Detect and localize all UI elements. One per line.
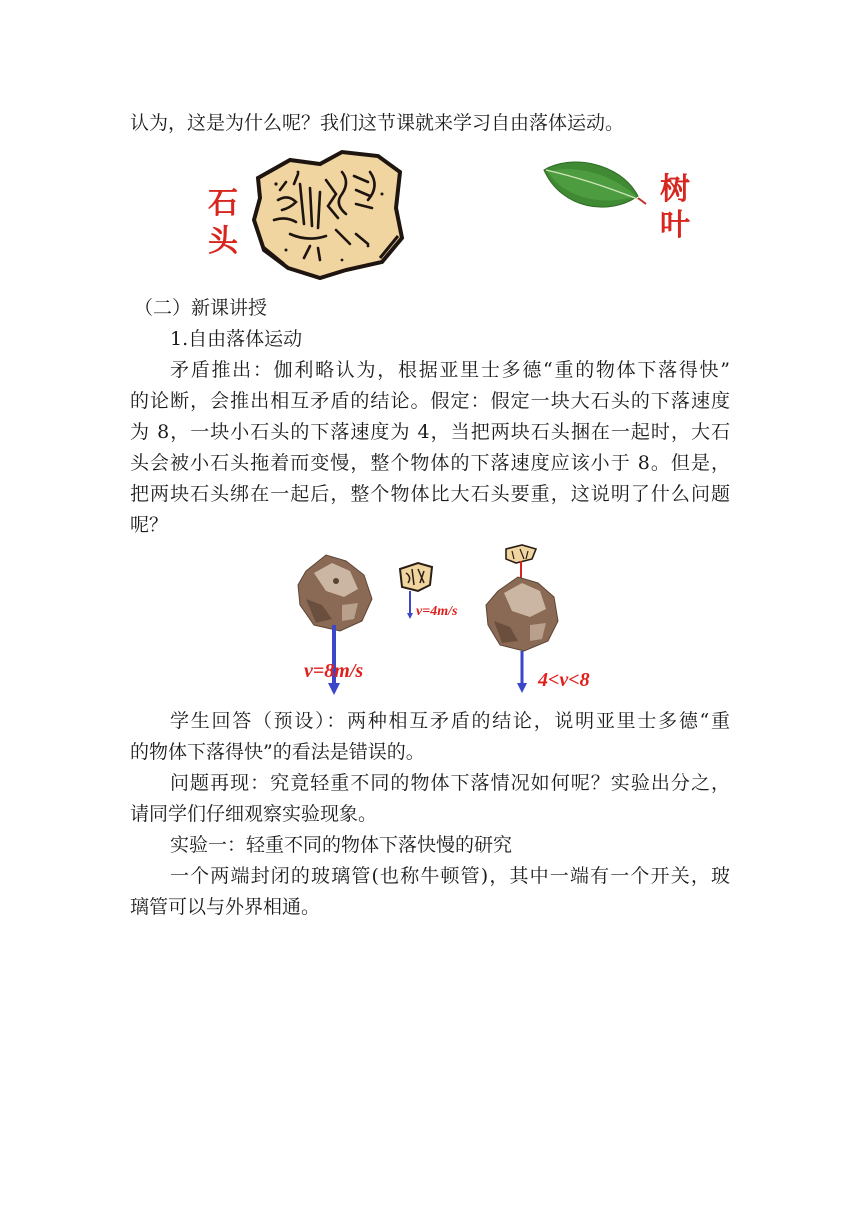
combined-stones-image: [486, 545, 558, 651]
combined-stones-arrow: [517, 651, 527, 693]
leaf-image: [540, 158, 650, 218]
paragraph-line: 头会被小石头拖着而变慢，整个物体的下落速度应该小于 8。但是，: [130, 452, 730, 474]
paragraph-line: 的物体下落得快”的看法是错误的。: [130, 741, 425, 763]
stone-label-1: 石: [208, 186, 238, 221]
paragraph-line: 一个两端封闭的玻璃管(也称牛顿管)，其中一端有一个开关，玻: [170, 865, 730, 887]
paragraph-line: 把两块石头绑在一起后，整个物体比大石头要重，这说明了什么问题: [130, 483, 730, 505]
big-stone-velocity-label: v=8m/s: [304, 660, 364, 682]
paragraph-line: 璃管可以与外界相通。: [130, 896, 321, 918]
big-stone-image: [298, 555, 372, 631]
small-stone-image: [400, 563, 432, 591]
paragraph-line: 学生回答（预设）：两种相互矛盾的结论，说明亚里士多德“重: [170, 710, 730, 732]
paragraph-line: 请同学们仔细观察实验现象。: [130, 803, 378, 825]
paragraph-line: 的论断，会推出相互矛盾的结论。假定：假定一块大石头的下落速度: [130, 390, 730, 412]
paragraph-line: 矛盾推出：伽利略认为，根据亚里士多德“重的物体下落得快”: [170, 359, 730, 381]
combined-velocity-label: 4<v<8: [538, 669, 590, 691]
paragraph-line: 呢？: [130, 514, 169, 536]
section-subheading: 1.自由落体运动: [170, 328, 303, 350]
experiment-title: 实验一：轻重不同的物体下落快慢的研究: [170, 834, 513, 856]
small-stone-arrow: [407, 591, 413, 619]
small-stone-velocity-label: v=4m/s: [416, 604, 458, 619]
stone-label-2: 头: [208, 224, 238, 259]
intro-line: 认为，这是为什么呢？我们这节课就来学习自由落体运动。: [130, 112, 625, 134]
section-heading: （二）新课讲授: [134, 297, 268, 319]
stone-tablet-image: [250, 150, 405, 280]
paragraph-line: 为 8，一块小石头的下落速度为 4，当把两块石头捆在一起时，大石: [130, 421, 730, 443]
leaf-label-1: 树: [660, 172, 690, 207]
leaf-label-2: 叶: [660, 208, 690, 243]
paragraph-line: 问题再现：究竟轻重不同的物体下落情况如何呢？实验出分之，: [170, 772, 730, 794]
